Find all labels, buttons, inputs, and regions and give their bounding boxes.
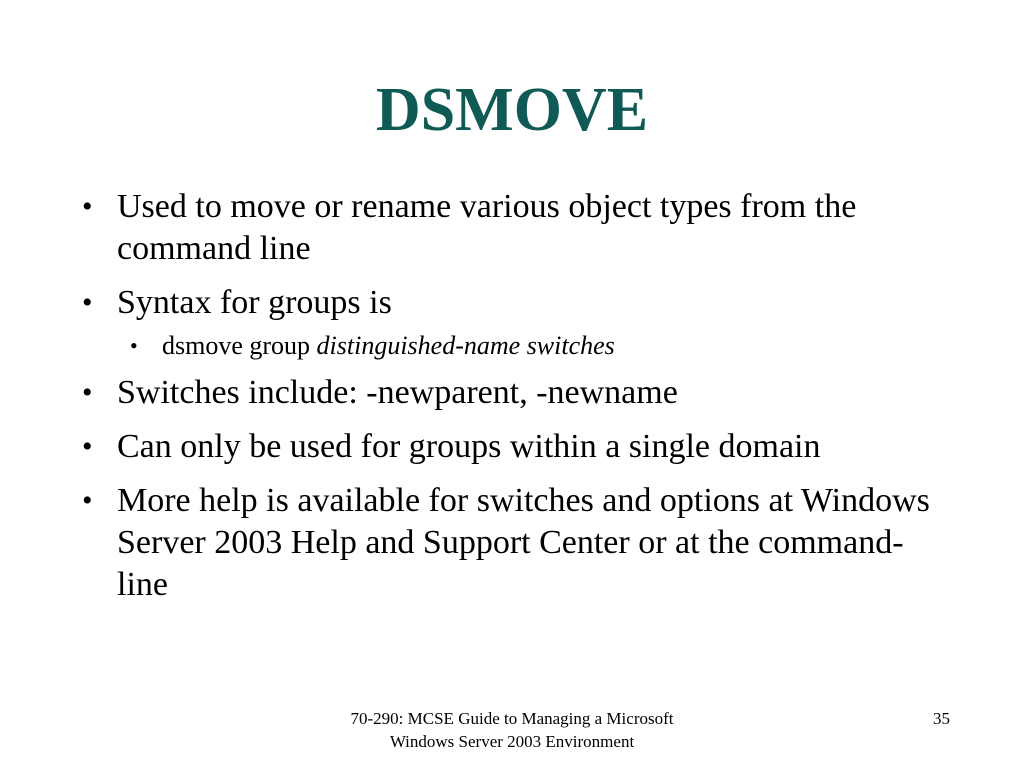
bullet-text: Used to move or rename various object types from the command line <box>117 188 857 267</box>
bullet-list <box>80 186 940 618</box>
bullet-item <box>80 426 940 468</box>
sub-bullet-icon: • <box>130 333 138 358</box>
bullet-text: More help is available for switches and options at Windows Server 2003 Help and Support Center or at the command-line <box>117 482 930 603</box>
bullet-text: Syntax for groups is <box>117 284 392 321</box>
page-number: 35 <box>933 709 950 728</box>
sub-bullet-item <box>80 329 940 363</box>
bullet-item <box>80 282 940 324</box>
footer-caption <box>312 707 712 753</box>
sub-bullet-italic-text: distinguished-name switches <box>316 331 615 360</box>
bullet-text: Switches include: -newparent, -newname <box>117 374 678 411</box>
bullet-item <box>80 480 940 606</box>
bullet-icon: • <box>82 190 93 223</box>
slide-title: DSMOVE <box>375 76 649 144</box>
footer-line-1: 70-290: MCSE Guide to Managing a Microsoft <box>350 709 674 728</box>
bullet-item <box>80 372 940 414</box>
bullet-icon: • <box>82 286 93 319</box>
bullet-item <box>80 186 940 270</box>
bullet-text: Can only be used for groups within a single domain <box>117 428 821 465</box>
bullet-icon: • <box>82 376 93 409</box>
bullet-icon: • <box>82 484 93 517</box>
sub-bullet-text: dsmove group <box>162 331 317 360</box>
bullet-icon: • <box>82 430 93 463</box>
footer-line-2: Windows Server 2003 Environment <box>389 732 635 751</box>
